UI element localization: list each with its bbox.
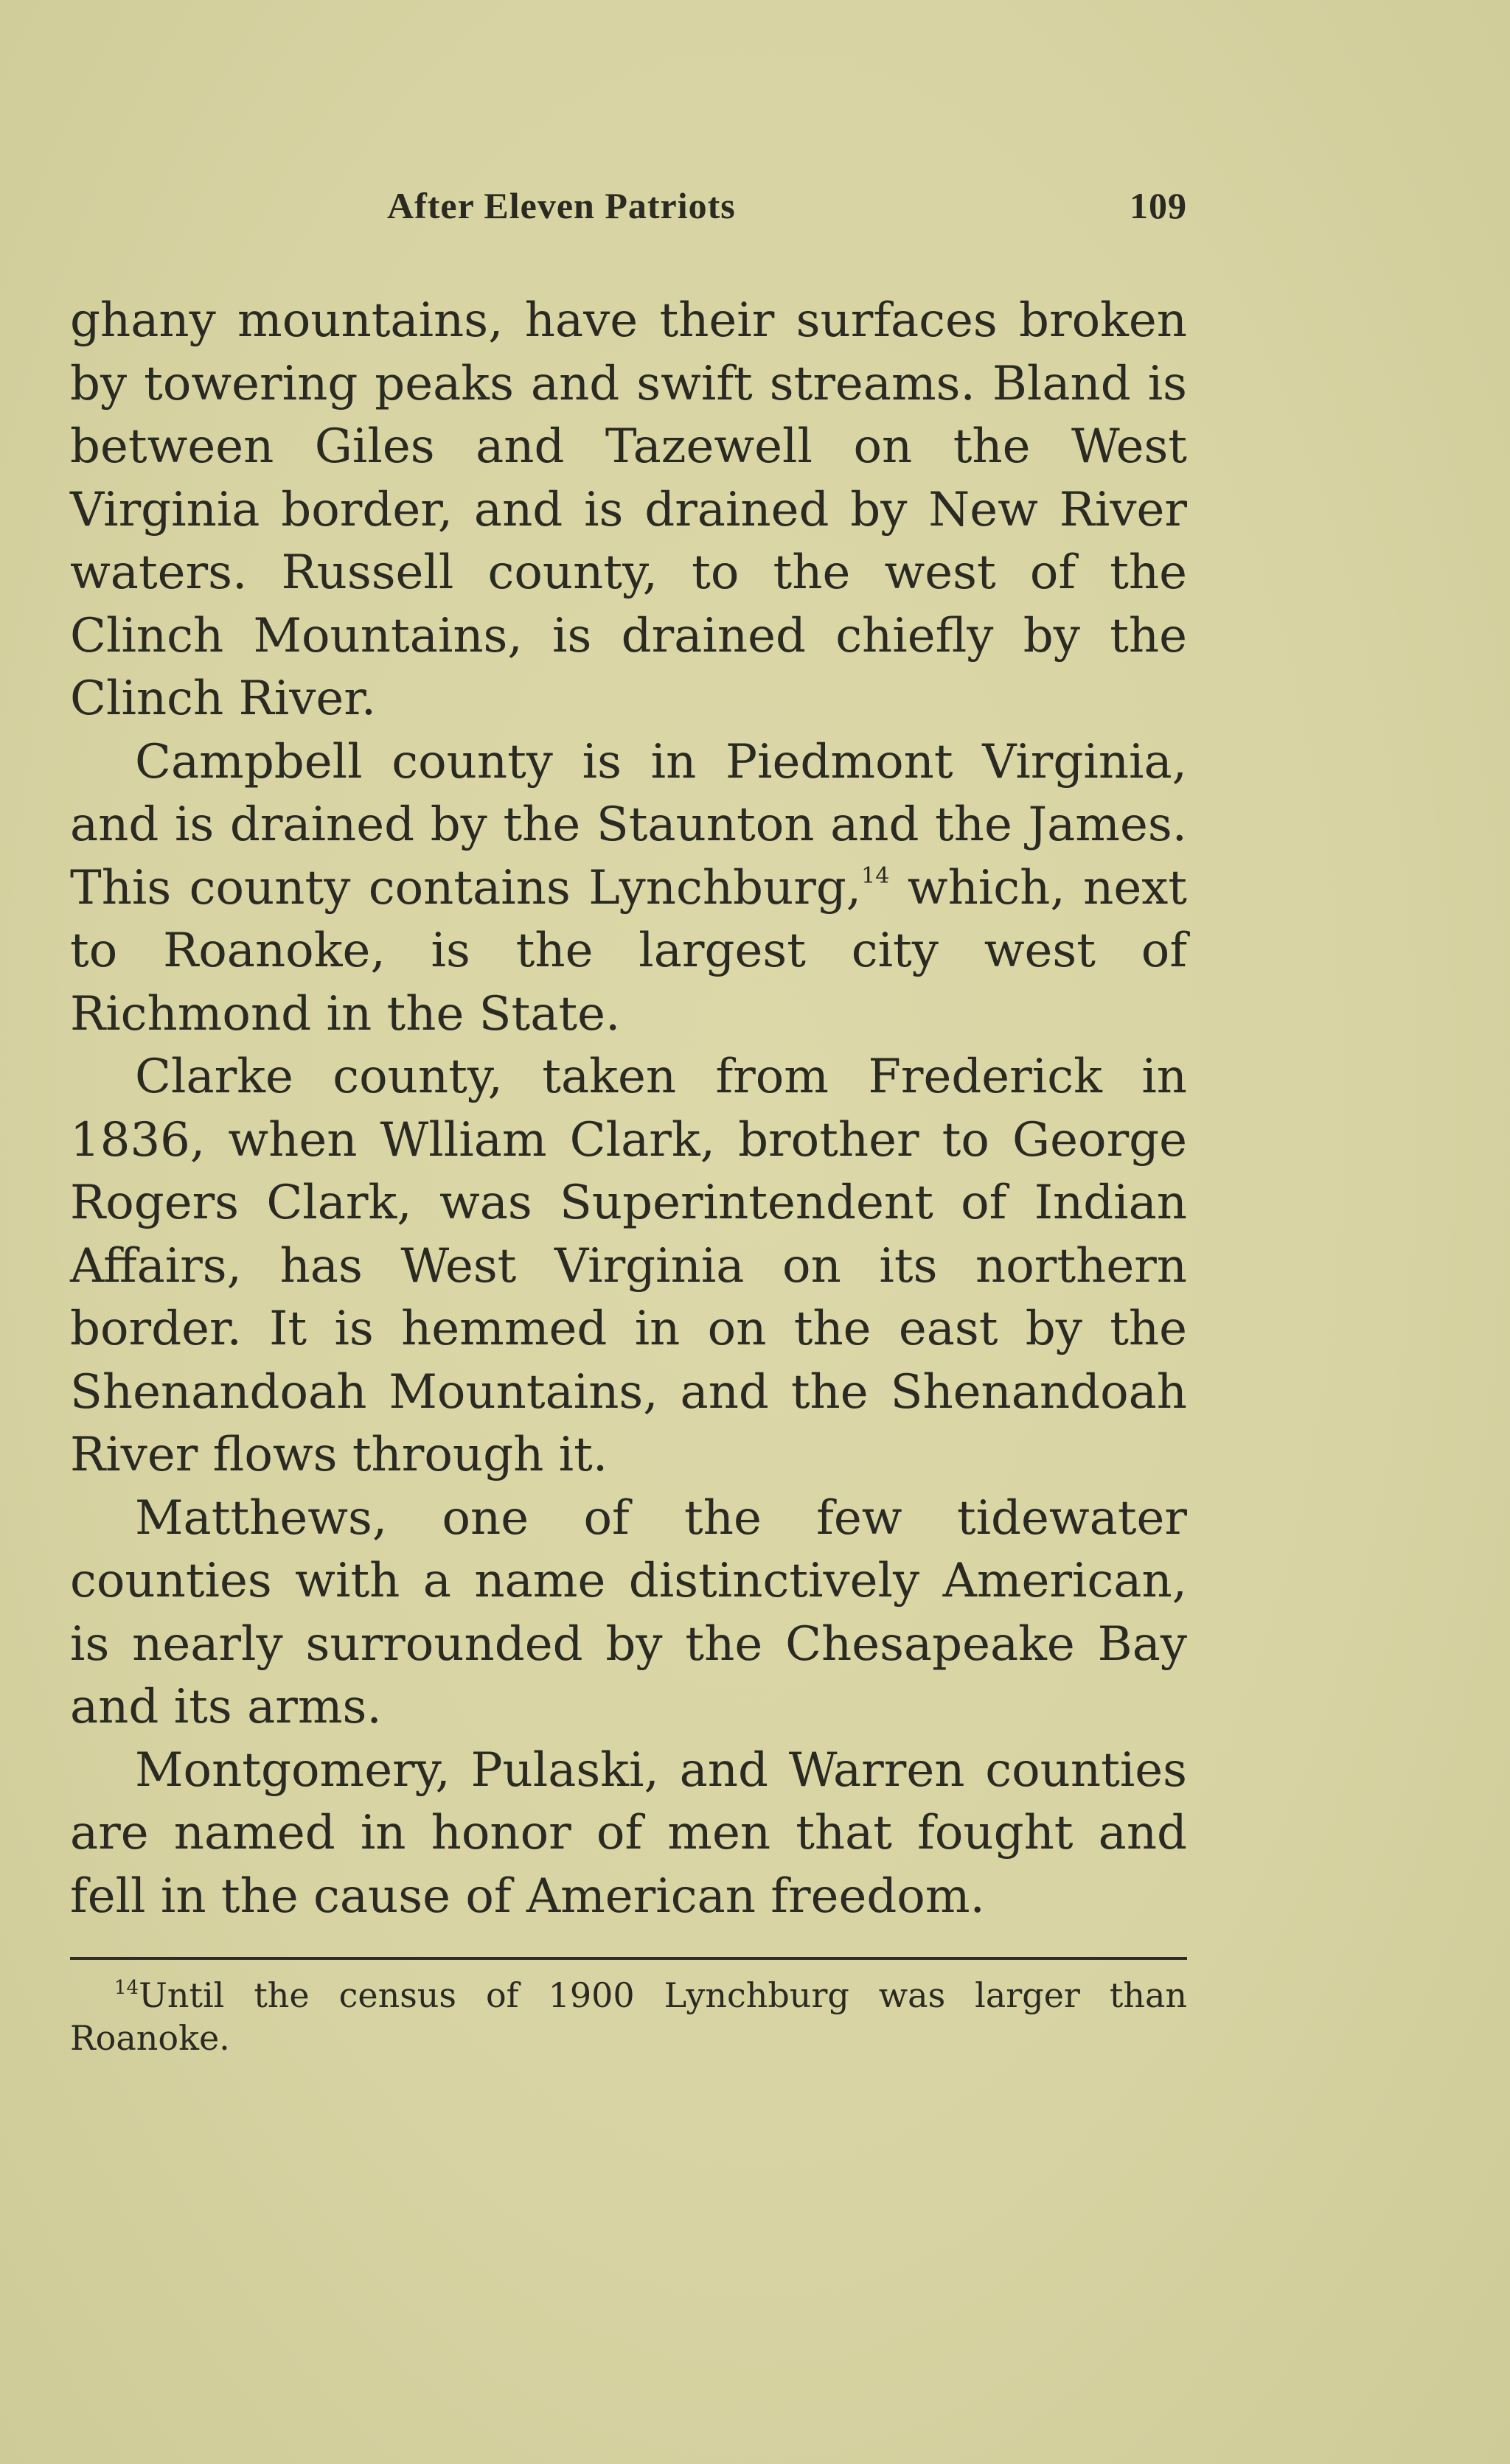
paragraph-campbell-start: Campbell county is in Piedmont Virginia, and is drained by the Staunton and the James. This county contains Lynchburg, [70, 734, 1187, 915]
footnote-text: Until the census of 1900 Lynchburg was larger than Roanoke. [70, 1975, 1187, 2058]
paragraph-campbell [70, 731, 1187, 1047]
running-title: After Eleven Patriots [387, 185, 736, 226]
paragraph-campbell-end: which, next to Roanoke, is the largest city west of Richmond in the State. [70, 860, 1188, 1041]
footnote-mark: 14 [114, 1977, 139, 1999]
paragraph-matthews: Matthews, one of the few tidewater counties with a name distinctively American, is nearly surrounded by the Chesapeake Bay and its arms. [70, 1490, 1187, 1734]
footnote-divider [70, 1957, 1187, 1960]
body-text [70, 290, 1187, 1928]
paragraph-continued: ghany mountains, have their surfaces broken by towering peaks and swift streams. Bland is between Giles and Tazewell on the West Virginia border, and is drained by New River waters. Russell county, to the west of the Clinch Mountains, is drained chiefly by the Clinch River. [70, 293, 1187, 726]
paragraph-montgomery: Montgomery, Pulaski, and Warren counties are named in honor of men that fought and fell in the cause of American freedom. [70, 1742, 1187, 1924]
footnote-reference: 14 [861, 862, 890, 889]
footnote [70, 1974, 1187, 2059]
page-number: 109 [1130, 185, 1187, 226]
footnote-paragraph [70, 1974, 1187, 2059]
running-head [70, 184, 1187, 236]
paragraph-clarke: Clarke county, taken from Frederick in 1836, when Wlliam Clark, brother to George Rogers Clark, was Superintendent of Indian Affairs, has West Virginia on its northern border. It is hemmed in on the east by the Shenandoah Mountains, and the Shenandoah River flows through it. [70, 1050, 1187, 1482]
